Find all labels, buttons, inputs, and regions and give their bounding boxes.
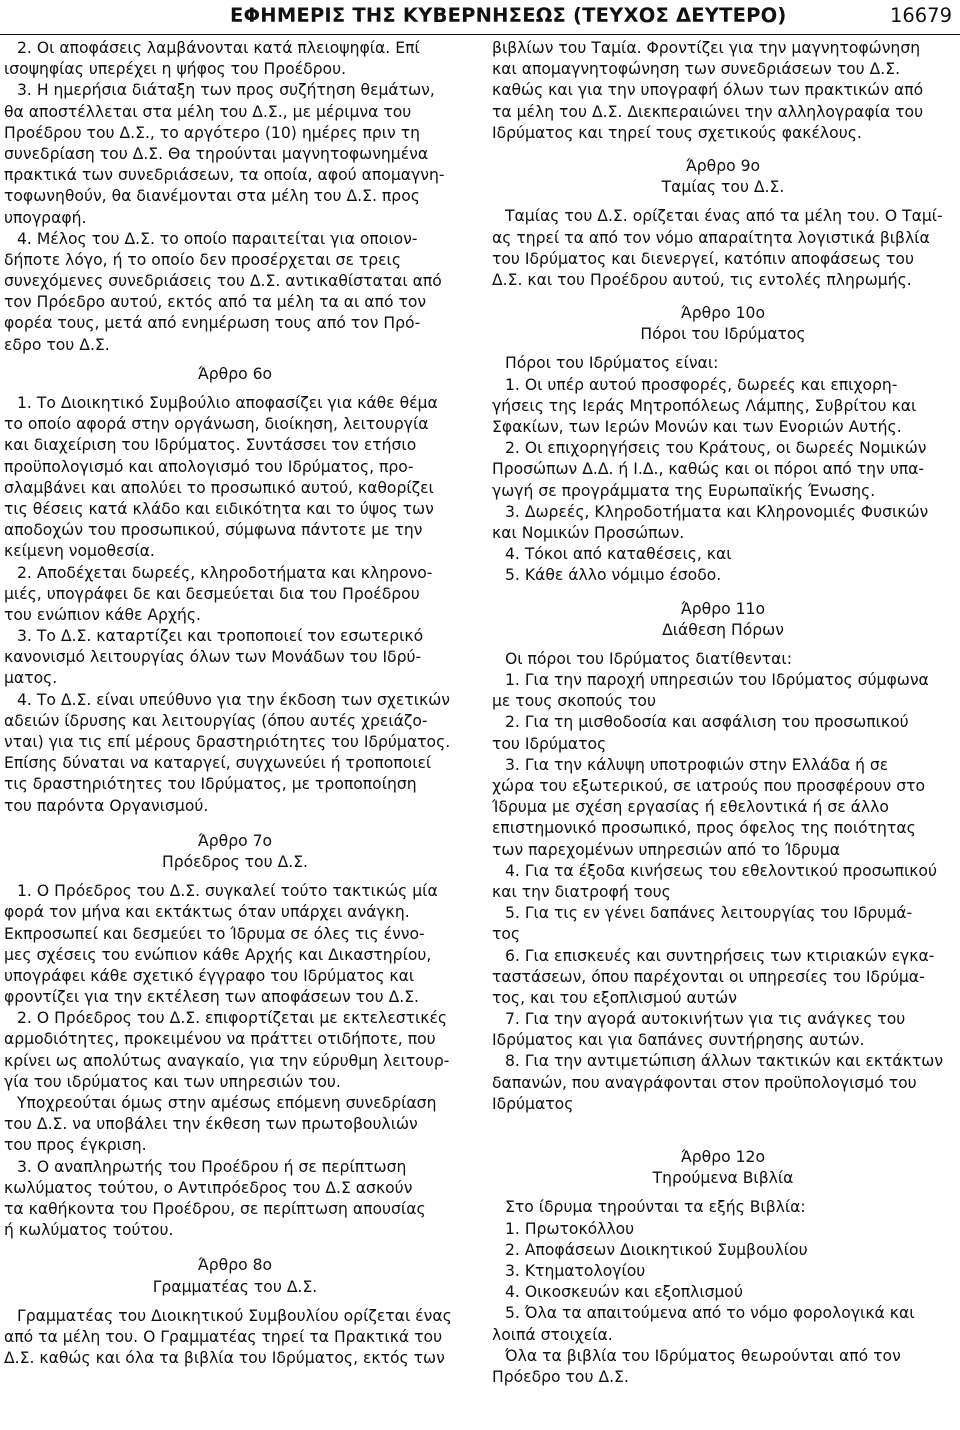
text-line: 4. Οικοσκευών και εξοπλισμού [505,1283,743,1302]
text-line: του Ιδρύματος [492,734,607,753]
article-heading: Ταμίας του Δ.Σ. [661,178,785,197]
text-line: κείμενη νομοθεσία. [4,542,155,561]
text-line: 1. Ο Πρόεδρος του Δ.Σ. συγκαλεί τούτο τακτικώς μία [17,882,438,901]
text-line: 1. Για την παροχή υπηρεσιών του Ιδρύματος σύμφωνα [505,671,929,690]
spacer [492,641,954,649]
text-line: Γραμματέας του Διοικητικού Συμβουλίου ορίζεται ένας [17,1306,452,1325]
spacer [492,291,954,303]
text-line: ταστάσεων, όπου παρέχονται οι υπηρεσίες του Ιδρύμα- [492,967,925,986]
text-line: νται) για τις επί μέρους δραστηριότητες του Ιδρύματος. [4,733,451,751]
text-line: υπογραφή. [4,208,87,227]
text-line: 2. Αποδέχεται δωρεές, κληροδοτήματα και κληρονο- [17,563,433,582]
text-line: το οποίο αφορά στην οργάνωση, διοίκηση, λειτουργία [4,415,429,434]
text-line: Δ.Σ. καθώς και όλα τα βιβλία του Ιδρύματος, εκτός των [4,1349,445,1368]
text-line: τα καθήκοντα του Προέδρου, σε περίπτωση απουσίας [4,1199,426,1218]
text-line: και την διατροφή τους [492,882,671,901]
text-line: Σφακίων, των Ιερών Μονών και των Ενοριών Αυτής. [492,418,902,436]
text-line: Στο ίδρυμα τηρούνται τα εξής Βιβλία: [505,1198,806,1217]
text-line: 4. Για τα έξοδα κινήσεως του εθελοντικού προσωπικού [505,861,937,880]
article-heading: Γραμματέας του Δ.Σ. [152,1277,318,1296]
text-line: 3. Δωρεές, Κληροδοτήματα και Κληρονομιές Φυσικών [505,502,929,521]
text-line: ισοψηφίας υπερέχει η ψήφος του Προέδρου. [4,60,347,79]
text-line: Ταμίας του Δ.Σ. ορίζεται ένας από τα μέλη του. Ο Ταμί- [505,207,943,226]
text-line: Όλα τα βιβλία του Ιδρύματος θεωρούνται από τον [505,1346,901,1365]
text-line: 5. Κάθε άλλο νόμιμο έσοδο. [505,566,722,585]
text-line: Ιδρύματος [492,1094,574,1113]
text-line: ματος. [4,669,58,688]
text-line: 6. Για επισκευές και συντηρήσεις των κτιριακών εγκα- [505,946,935,965]
spacer [4,1241,466,1255]
spacer [4,356,466,364]
text-line: 5. Όλα τα απαιτούμενα από το νόμο φορολογικά και [505,1304,915,1323]
text-line: Πόροι του Ιδρύματος είναι: [505,354,719,373]
gazette-title: ΕΦΗΜΕΡΙΣ ΤΗΣ ΚΥΒΕΡΝΗΣΕΩΣ (ΤΕΥΧΟΣ ΔΕΥΤΕΡΟ) [230,4,787,27]
text-line: φροντίζει για την εκτέλεση των αποφάσεων του Δ.Σ. [4,988,420,1007]
spacer [492,198,954,206]
text-line: του παρόντα Οργανισμού. [4,796,209,815]
text-line: τις θέσεις κατά κλάδο και ειδικότητα και το ύψος των [4,499,434,518]
text-line: καθώς και για την υπογραφή όλων των πρακτικών από [492,81,924,100]
text-line: τις δραστηριότητες του Ιδρύματος, με τροποποίηση [4,775,417,794]
text-line: του Ιδρύματος και διενεργεί, κατόπιν αποφάσεως του [492,249,914,268]
text-line: 4. Τόκοι από καταθέσεις, και [505,545,732,564]
text-line: βιβλίων του Ταμία. Φροντίζει για την μαγνητοφώνηση [492,39,921,57]
text-line: αποδοχών του προσωπικού, σύμφωνα πάντοτε με την [4,521,423,540]
spacer [4,817,466,831]
text-line: Ίδρυμα με σχέση εργασίας ή εθελοντικά ή σε άλλο [492,798,889,817]
text-line: γία του ιδρύματος και των υπηρεσιών του. [4,1072,341,1091]
left-column [4,38,466,1428]
text-line: 2. Οι αποφάσεις λαμβάνονται κατά πλειοψηφία. Επί [17,39,420,57]
article-heading: Άρθρο 6ο [197,364,273,383]
text-line: 4. Μέλος του Δ.Σ. το οποίο παραιτείται για οποιον- [17,229,418,248]
text-line: 4. Το Δ.Σ. είναι υπεύθυνο για την έκδοση των σχετικών [17,690,450,709]
text-line: τοφωνηθούν, θα διανέμονται στα μέλη του Δ.Σ. προς [4,187,420,206]
text-line: 5. Για τις εν γένει δαπάνες λειτουργίας του Ιδρυμά- [505,904,913,923]
text-line: 1. Το Διοικητικό Συμβούλιο αποφασίζει για κάθε θέμα [17,394,438,412]
text-line: Πρόεδρο του Δ.Σ. [492,1367,629,1386]
right-column [492,38,954,1428]
article-heading: Πόροι του Ιδρύματος [640,325,806,344]
text-line: δαπανών, που αναγράφονται στον προϋπολογισμό του [492,1073,917,1092]
text-line: φορέα τους, μετά από ενημέρωση τους από τον Πρό- [4,314,421,333]
text-line: ή κωλύματος τούτου. [4,1221,174,1240]
text-line: και απομαγνητοφώνηση των συνεδριάσεων του Δ.Σ. [492,60,901,79]
text-line: του Δ.Σ. να υποβάλει την έκθεση των πρωτοβουλιών [4,1115,418,1134]
text-line: 2. Οι επιχορηγήσεις του Κράτους, οι δωρεές Νομικών [505,439,927,458]
article-heading: Άρθρο 10ο [680,304,765,323]
text-line: Οι πόροι του Ιδρύματος διατίθενται: [505,649,792,668]
text-line: Ιδρύματος και τηρεί τους σχετικούς φακέλους. [492,123,862,142]
text-line: του ενώπιον κάθε Αρχής. [4,605,201,624]
text-line: γήσεις της Ιεράς Μητροπόλεως Λάμπης, Συβρίτου και [492,396,917,415]
text-line: Ιδρύματος και για δαπάνες συντήρησης αυτών. [492,1031,865,1050]
text-line: Υποχρεούται όμως στην αμέσως επόμενη συνεδρίαση [17,1094,437,1112]
article-heading: Άρθρο 8ο [197,1256,273,1275]
text-line: σλαμβάνει και απολύει το προσωπικό αυτού, καθορίζει [4,478,434,497]
text-line: κρίνει ως απολύτως αναγκαίο, για την εύρυθμη λειτουρ- [4,1051,450,1070]
text-line: πρακτικά των συνεδριάσεων, τα οποία, αφού απομαγνη- [4,166,445,185]
text-line: του προς έγκριση. [4,1136,147,1155]
text-line: και διαχείριση του Ιδρύματος. Συντάσσει τον ετήσιο [4,436,417,455]
text-line: Δ.Σ. και του Προέδρου αυτού, τις εντολές πληρωμής. [492,270,912,289]
text-line: τος [492,925,521,944]
text-line: μιές, υπογράφει δε και δεσμεύεται δια του Προέδρου [4,584,420,603]
article-heading: Τηρούμενα Βιβλία [652,1169,794,1188]
text-line: συνεδρίαση του Δ.Σ. Θα τηρούνται μαγνητοφωνημένα [4,144,429,163]
text-line: χώρα του εξωτερικού, σε ιατρούς που προσφέρουν στο [492,777,926,795]
spacer [4,385,466,393]
text-line: κωλύματος τούτου, ο Αντιπρόεδρος του Δ.Σ ασκούν [4,1178,413,1197]
spacer [4,873,466,881]
text-line: Εκπροσωπεί και δεσμεύει το Ίδρυμα σε όλες τις έννο- [4,924,425,943]
text-line: μες σχέσεις του ενώπιον κάθε Αρχής και Δικαστηρίου, [4,945,432,964]
spacer [492,345,954,353]
text-line: 2. Ο Πρόεδρος του Δ.Σ. επιφορτίζεται με εκτελεστικές [17,1009,448,1028]
spacer [492,1189,954,1197]
spacer [492,587,954,599]
text-line: 2. Αποφάσεων Διοικητικού Συμβουλίου [505,1240,808,1259]
article-heading: Διάθεση Πόρων [662,620,784,639]
text-line: τα μέλη του Δ.Σ. Διεκπεραιώνει την αλληλογραφία του [492,102,924,121]
text-line: υπογράφει κάθε σχετικό έγγραφο του Ιδρύματος και [4,966,415,985]
article-heading: Άρθρο 12ο [680,1148,765,1166]
text-line: 1. Οι υπέρ αυτού προσφορές, δωρεές και επιχορη- [505,375,898,394]
text-line: Επίσης δύναται να καταργεί, συγχωνεύει ή τροποποιεί [4,754,432,773]
text-line: 3. Ο αναπληρωτής του Προέδρου ή σε περίπτωση [17,1157,407,1176]
text-line: Προσώπων Δ.Δ. ή Ι.Δ., καθώς και οι πόροι από την υπα- [492,460,925,479]
article-heading: Άρθρο 7ο [197,831,273,850]
text-line: θα αποστέλλεται στα μέλη του Δ.Σ., με μέριμνα του [4,102,412,121]
page-header [0,0,960,35]
text-line: 1. Πρωτοκόλλου [505,1219,635,1238]
text-line: φορά τον μήνα και εκτάκτως όταν υπάρχει ανάγκη. [4,903,410,922]
article-heading: Άρθρο 11ο [680,599,765,618]
spacer [492,144,954,156]
text-line: κανονισμό λειτουργίας όλων των Μονάδων του Ιδρύ- [4,648,422,667]
text-line: των παρεχομένων υπηρεσιών από το Ίδρυμα [492,840,841,859]
text-line: επιστημονικό προσωπικό, προς όφελος της ποιότητας [492,819,916,838]
text-line: ας τηρεί τα από τον νόμο απαραίτητα λογιστικά βιβλία [492,228,930,247]
spacer [4,1298,466,1306]
text-line: και Νομικών Προσώπων. [492,523,685,542]
text-line: προϋπολογισμό και απολογισμό του Ιδρύματος, προ- [4,457,414,476]
text-line: 7. Για την αγορά αυτοκινήτων για τις ανάγκες του [505,1010,906,1029]
text-line: συνεχόμενες συνεδριάσεις του Δ.Σ. αντικαθίσταται από [4,272,442,291]
text-line: δήποτε λόγο, ή το οποίο δεν προσέρχεται σε τρεις [4,250,401,269]
text-line: τον Πρόεδρο αυτού, εκτός από τα μέλη τα αι από τον [4,293,427,312]
text-line: με τους σκοπούς του [492,692,656,711]
text-line: Προέδρου του Δ.Σ., το αργότερο (10) ημέρες πριν τη [4,123,420,142]
article-heading: Πρόεδρος του Δ.Σ. [161,852,309,871]
text-line: γωγή σε προγράμματα της Ευρωπαϊκής Ένωσης. [492,481,876,500]
text-line: από τα μέλη του. Ο Γραμματέας τηρεί τα Πρακτικά του [4,1327,443,1346]
text-line: τος, και του εξοπλισμού αυτών [492,988,737,1007]
text-line: 3. Για την κάλυψη υποτροφιών στην Ελλάδα ή σε [505,755,889,774]
text-line: 2. Για τη μισθοδοσία και ασφάλιση του προσωπικού [505,713,909,732]
text-line: 3. Το Δ.Σ. καταρτίζει και τροποποιεί τον εσωτερικό [17,627,424,646]
text-line: λοιπά στοιχεία. [492,1325,613,1344]
spacer [492,1115,954,1147]
text-line: εδρο του Δ.Σ. [4,335,110,354]
article-heading: Άρθρο 9ο [685,156,761,175]
page-number: 16679 [889,4,952,27]
text-line: 8. Για την αντιμετώπιση άλλων τακτικών και εκτάκτων [505,1052,944,1071]
text-line: αρμοδιότητες, προκειμένου να πράττει οτιδήποτε, που [4,1030,436,1049]
text-line: 3. Η ημερήσια διάταξη των προς συζήτηση θεμάτων, [17,81,435,100]
text-line: 3. Κτηματολογίου [505,1261,646,1280]
text-line: αδειών ίδρυσης και λειτουργίας (όπου αυτές χρειάζο- [4,711,428,730]
